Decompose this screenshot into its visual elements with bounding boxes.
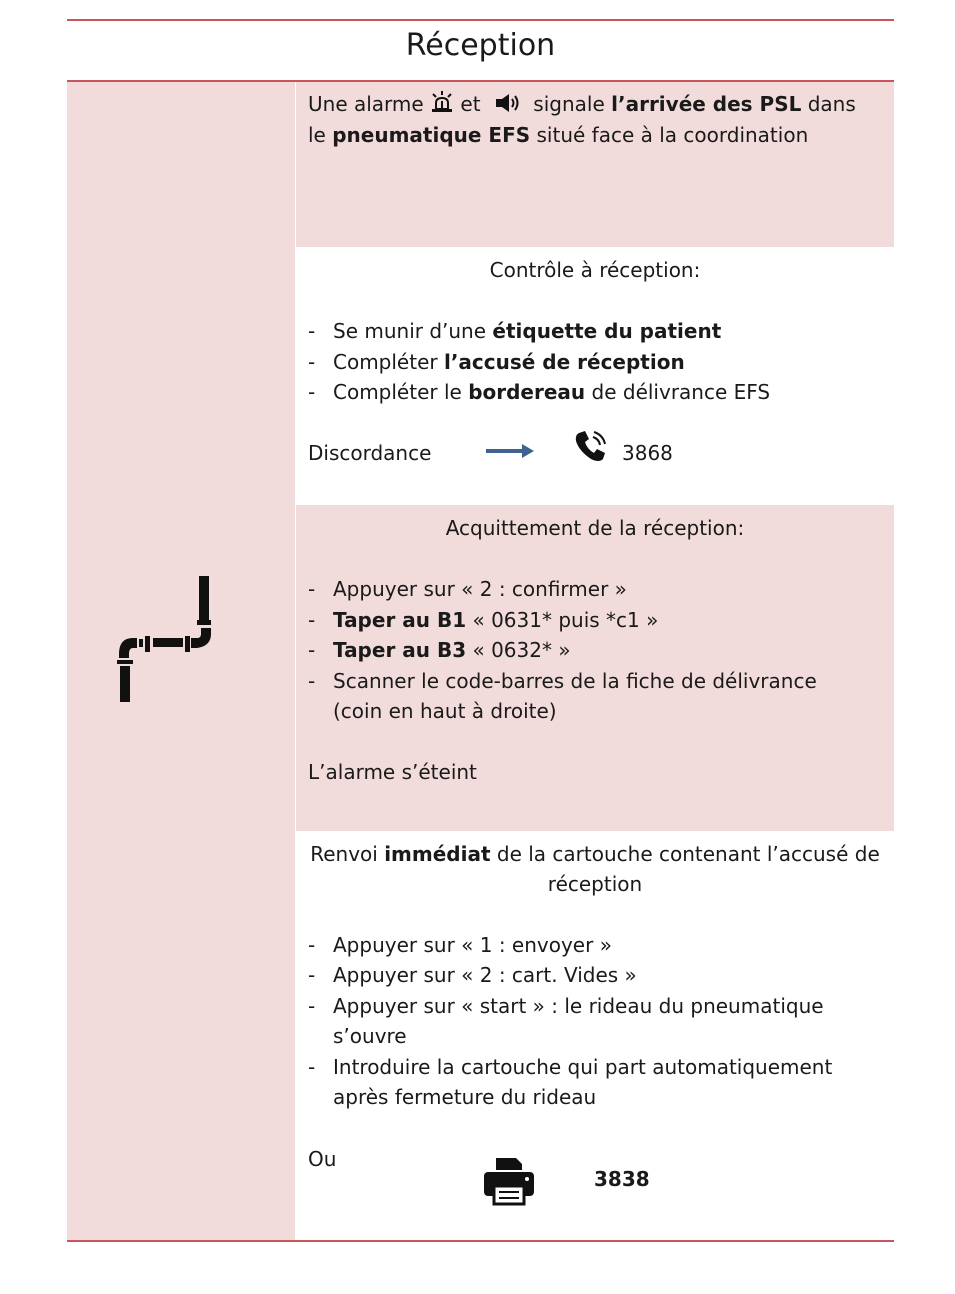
list-item: - Taper au B1 « 0631* puis *c1 » bbox=[308, 608, 659, 632]
list-item: - Compléter le bordereau de délivrance EFS bbox=[308, 380, 771, 404]
left-column bbox=[67, 82, 295, 1240]
list-item: - Compléter l’accusé de réception bbox=[308, 350, 685, 374]
in-text: dans bbox=[807, 92, 856, 116]
the-text: le bbox=[308, 123, 326, 147]
list-item: - Appuyer sur « 2 : cart. Vides » bbox=[308, 963, 637, 987]
alarm-off-text: L’alarme s’éteint bbox=[308, 760, 477, 784]
list-item: - Scanner le code-barres de la fiche de délivrance bbox=[308, 669, 817, 693]
bottom-rule bbox=[67, 1240, 894, 1242]
top-rule bbox=[67, 19, 894, 21]
location-text: situé face à la coordination bbox=[536, 123, 809, 147]
fax-number: 3838 bbox=[594, 1167, 650, 1191]
alarm-section bbox=[296, 82, 894, 247]
list-item: - Introduire la cartouche qui part automatiquement bbox=[308, 1055, 833, 1079]
list-item: - Taper au B3 « 0632* » bbox=[308, 638, 571, 662]
alarm-line-1 bbox=[308, 89, 856, 121]
list-item: - Se munir d’une étiquette du patient bbox=[308, 319, 722, 343]
acknowledge-section bbox=[296, 505, 894, 831]
acknowledge-heading: Acquittement de la réception: bbox=[445, 516, 745, 540]
alarm-light-icon bbox=[430, 91, 454, 121]
alarm-line-2 bbox=[308, 120, 808, 150]
pipe-icon bbox=[117, 576, 217, 704]
list-item-continuation: (coin en haut à droite) bbox=[333, 699, 557, 723]
signal-text: signale bbox=[533, 92, 605, 116]
or-label: Ou bbox=[308, 1147, 337, 1171]
list-item-continuation: s’ouvre bbox=[333, 1024, 407, 1048]
and-text: et bbox=[460, 92, 481, 116]
return-heading: Renvoi immédiat de la cartouche contenant l’accusé de bbox=[310, 842, 880, 866]
control-section bbox=[296, 247, 894, 505]
list-item-continuation: après fermeture du rideau bbox=[333, 1085, 597, 1109]
phone-icon bbox=[573, 429, 609, 465]
alarm-text: Une alarme bbox=[308, 92, 424, 116]
return-heading-line-2: réception bbox=[547, 872, 643, 896]
list-item: - Appuyer sur « 2 : confirmer » bbox=[308, 577, 627, 601]
return-section bbox=[296, 831, 894, 1240]
list-item: - Appuyer sur « start » : le rideau du pneumatique bbox=[308, 994, 824, 1018]
speaker-icon bbox=[495, 91, 523, 121]
arrow-right-icon bbox=[486, 444, 534, 458]
pneumatic-efs-text: pneumatique EFS bbox=[332, 123, 531, 147]
phone-number: 3868 bbox=[622, 441, 673, 465]
psl-arrival-text: l’arrivée des PSL bbox=[611, 92, 802, 116]
control-heading: Contrôle à réception: bbox=[489, 258, 701, 282]
discordance-label: Discordance bbox=[308, 441, 432, 465]
list-item: - Appuyer sur « 1 : envoyer » bbox=[308, 933, 612, 957]
printer-icon bbox=[482, 1156, 536, 1206]
page-title: Réception bbox=[405, 28, 556, 63]
